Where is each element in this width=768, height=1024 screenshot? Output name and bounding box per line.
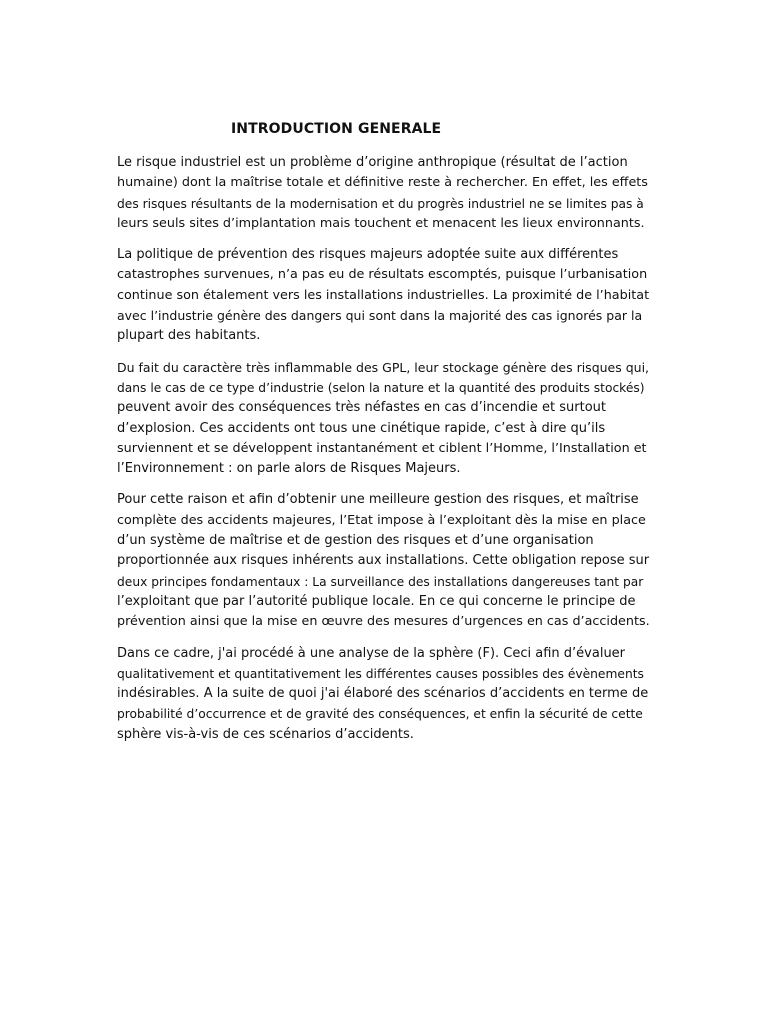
paragraph-line: d’explosion. Ces accidents ont tous une cinétique rapide, c’est à dire qu’ils	[117, 420, 606, 436]
paragraph-line: deux principes fondamentaux : La surveillance des installations dangereuses tant par	[117, 574, 644, 589]
paragraph-line: d’un système de maîtrise et de gestion des risques et d’une organisation	[117, 533, 594, 549]
paragraph	[117, 490, 651, 632]
paragraph-line: plupart des habitants.	[117, 328, 261, 344]
paragraph-line: continue son étalement vers les installations industrielles. La proximité de l’habitat	[117, 287, 650, 303]
paragraph-line: surviennent et se développent instantanément et ciblent l’Homme, l’Installation et	[117, 440, 647, 456]
paragraph-line: des risques résultants de la modernisation et du progrès industriel ne se limites pas à	[117, 196, 644, 211]
paragraph-line: prévention ainsi que la mise en œuvre des mesures d’urgences en cas d’accidents.	[117, 614, 650, 630]
paragraph	[117, 153, 651, 234]
paragraph	[117, 358, 651, 480]
paragraph-line: sphère vis-à-vis de ces scénarios d’accidents.	[117, 726, 414, 742]
document-title: INTRODUCTION GENERALE	[231, 121, 442, 137]
paragraph-line: l’Environnement : on parle alors de Risques Majeurs.	[117, 461, 461, 477]
paragraph	[117, 245, 651, 346]
paragraph-line: l’exploitant que par l’autorité publique locale. En ce qui concerne le principe de	[117, 593, 636, 609]
paragraph-line: qualitativement et quantitativement les différentes causes possibles des évènements	[117, 666, 644, 681]
paragraph-line: leurs seuls sites d’implantation mais touchent et menacent les lieux environnants.	[117, 215, 645, 231]
paragraph-line: La politique de prévention des risques majeurs adoptée suite aux différentes	[117, 247, 619, 263]
paragraph-line: peuvent avoir des conséquences très néfastes en cas d’incendie et surtout	[117, 400, 606, 416]
paragraph-line: indésirables. A la suite de quoi j'ai élaboré des scénarios d’accidents en terme de	[117, 686, 649, 702]
paragraph-line: humaine) dont la maîtrise totale et définitive reste à rechercher. En effet, les effets	[117, 175, 648, 191]
paragraph-line: avec l’industrie génère des dangers qui sont dans la majorité des cas ignorés par la	[117, 308, 643, 324]
paragraph-line: Pour cette raison et afin d’obtenir une meilleure gestion des risques, et maîtrise	[117, 492, 639, 508]
paragraph-line: catastrophes survenues, n’a pas eu de résultats escomptés, puisque l’urbanisation	[117, 267, 648, 283]
paragraph-line: complète des accidents majeures, l’Etat impose à l’exploitant dès la mise en place	[117, 512, 646, 528]
paragraph-line: Du fait du caractère très inflammable des GPL, leur stockage génère des risques qui,	[117, 359, 650, 375]
paragraph-line: Dans ce cadre, j'ai procédé à une analyse de la sphère (F). Ceci afin d’évaluer	[117, 645, 626, 661]
paragraph-line: Le risque industriel est un problème d’origine anthropique (résultat de l’action	[117, 155, 628, 170]
paragraph-line: probabilité d’occurrence et de gravité des conséquences, et enfin la sécurité de cette	[117, 707, 643, 722]
document-body	[117, 153, 651, 756]
paragraph-line: dans le cas de ce type d’industrie (selon la nature et la quantité des produits stockés)	[117, 380, 645, 395]
paragraph	[117, 644, 651, 745]
paragraph-line: proportionnée aux risques inhérents aux installations. Cette obligation repose sur	[117, 553, 650, 569]
